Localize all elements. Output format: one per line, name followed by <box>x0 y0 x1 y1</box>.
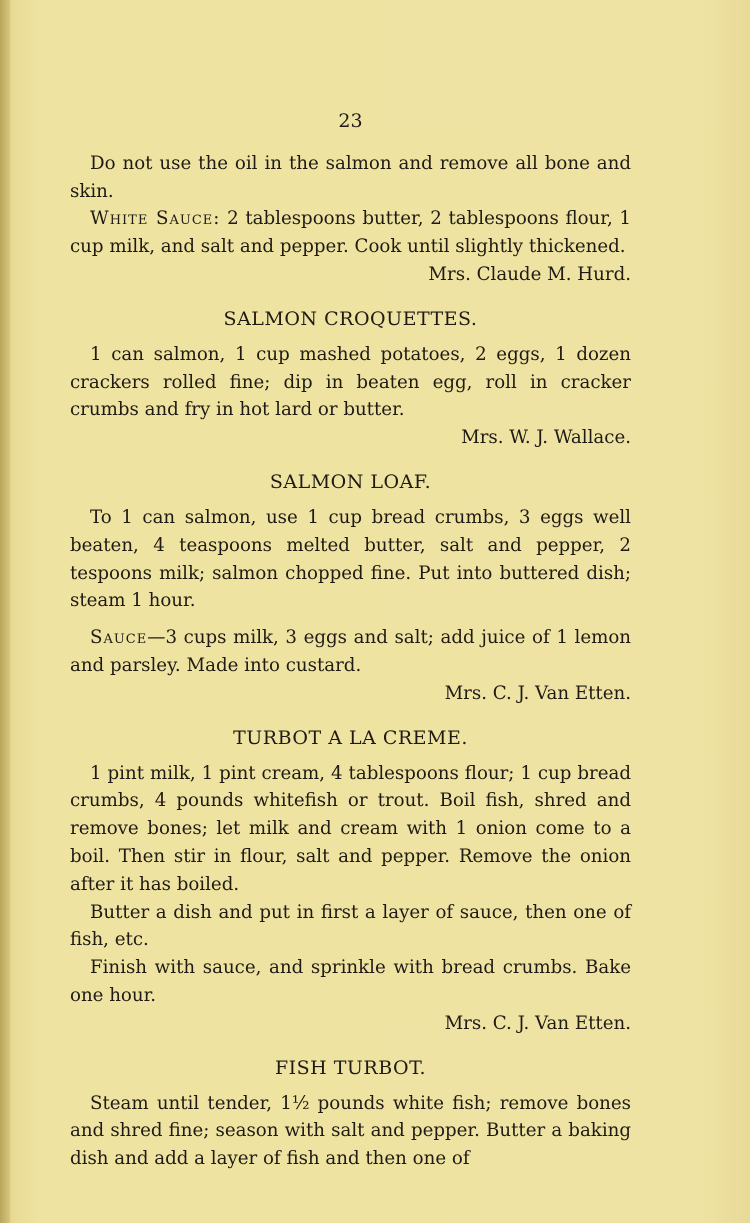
turbot-creme-body-2: Butter a dish and put in first a layer of sauce, then one of fish, etc. <box>70 901 631 951</box>
turbot-creme-signature: Mrs. C. J. Van Etten. <box>444 1012 631 1034</box>
fish-turbot-body: Steam until tender, 1½ pounds white fish; remove bones and shred fine; season with salt and pepper. Butter a baking dish and add a layer of fish and then one of <box>70 1092 631 1170</box>
white-sauce-label: White Sauce: <box>90 208 221 230</box>
salmon-croquettes-body: 1 can salmon, 1 cup mashed potatoes, 2 eggs, 1 dozen crackers rolled fine; dip in beaten egg, roll in cracker crumbs and fry in hot lard or butter. <box>70 343 631 421</box>
turbot-creme-title: TURBOT A LA CREME. <box>233 726 468 749</box>
turbot-creme-body-1: 1 pint milk, 1 pint cream, 4 tablespoons flour; 1 cup bread crumbs, 4 pounds whitefish or trout. Boil fish, shred and remove bones; let milk and cream with 1 onion come to a boil. Then stir in flour, salt and pepper. Remove the onion after it has boiled. <box>70 762 631 895</box>
page-number: 23 <box>338 110 363 132</box>
salmon-loaf-sauce-label: Sauce <box>90 627 148 649</box>
salmon-loaf-sauce-text: —3 cups milk, 3 eggs and salt; add juice of 1 lemon and parsley. Made into custard. <box>70 627 631 676</box>
salmon-loaf-body: To 1 can salmon, use 1 cup bread crumbs, 3 eggs well beaten, 4 teaspoons melted butter, salt and pepper, 2 tespoons milk; salmon chopped fine. Put into buttered dish; steam 1 hour. <box>70 506 631 612</box>
salmon-loaf-sauce-paragraph <box>70 624 631 680</box>
salmon-loaf-signature: Mrs. C. J. Van Etten. <box>444 682 631 704</box>
intro-text: Do not use the oil in the salmon and remove all bone and skin. <box>70 152 631 202</box>
page-binding-edge <box>0 0 10 1223</box>
turbot-creme-body-3: Finish with sauce, and sprinkle with bread crumbs. Bake one hour. <box>70 957 631 1006</box>
salmon-croquettes-title: SALMON CROQUETTES. <box>223 307 478 330</box>
salmon-loaf-title: SALMON LOAF. <box>269 470 432 493</box>
fish-turbot-title: FISH TURBOT. <box>274 1056 427 1079</box>
white-sauce-paragraph <box>70 205 631 261</box>
salmon-croquettes-signature: Mrs. W. J. Wallace. <box>461 427 631 449</box>
white-sauce-text: 2 tablespoons butter, 2 tablespoons flour, 1 cup milk, and salt and pepper. Cook until slightly thickened. <box>70 208 631 258</box>
page-content <box>70 108 631 1173</box>
intro-signature: Mrs. Claude M. Hurd. <box>428 263 631 285</box>
